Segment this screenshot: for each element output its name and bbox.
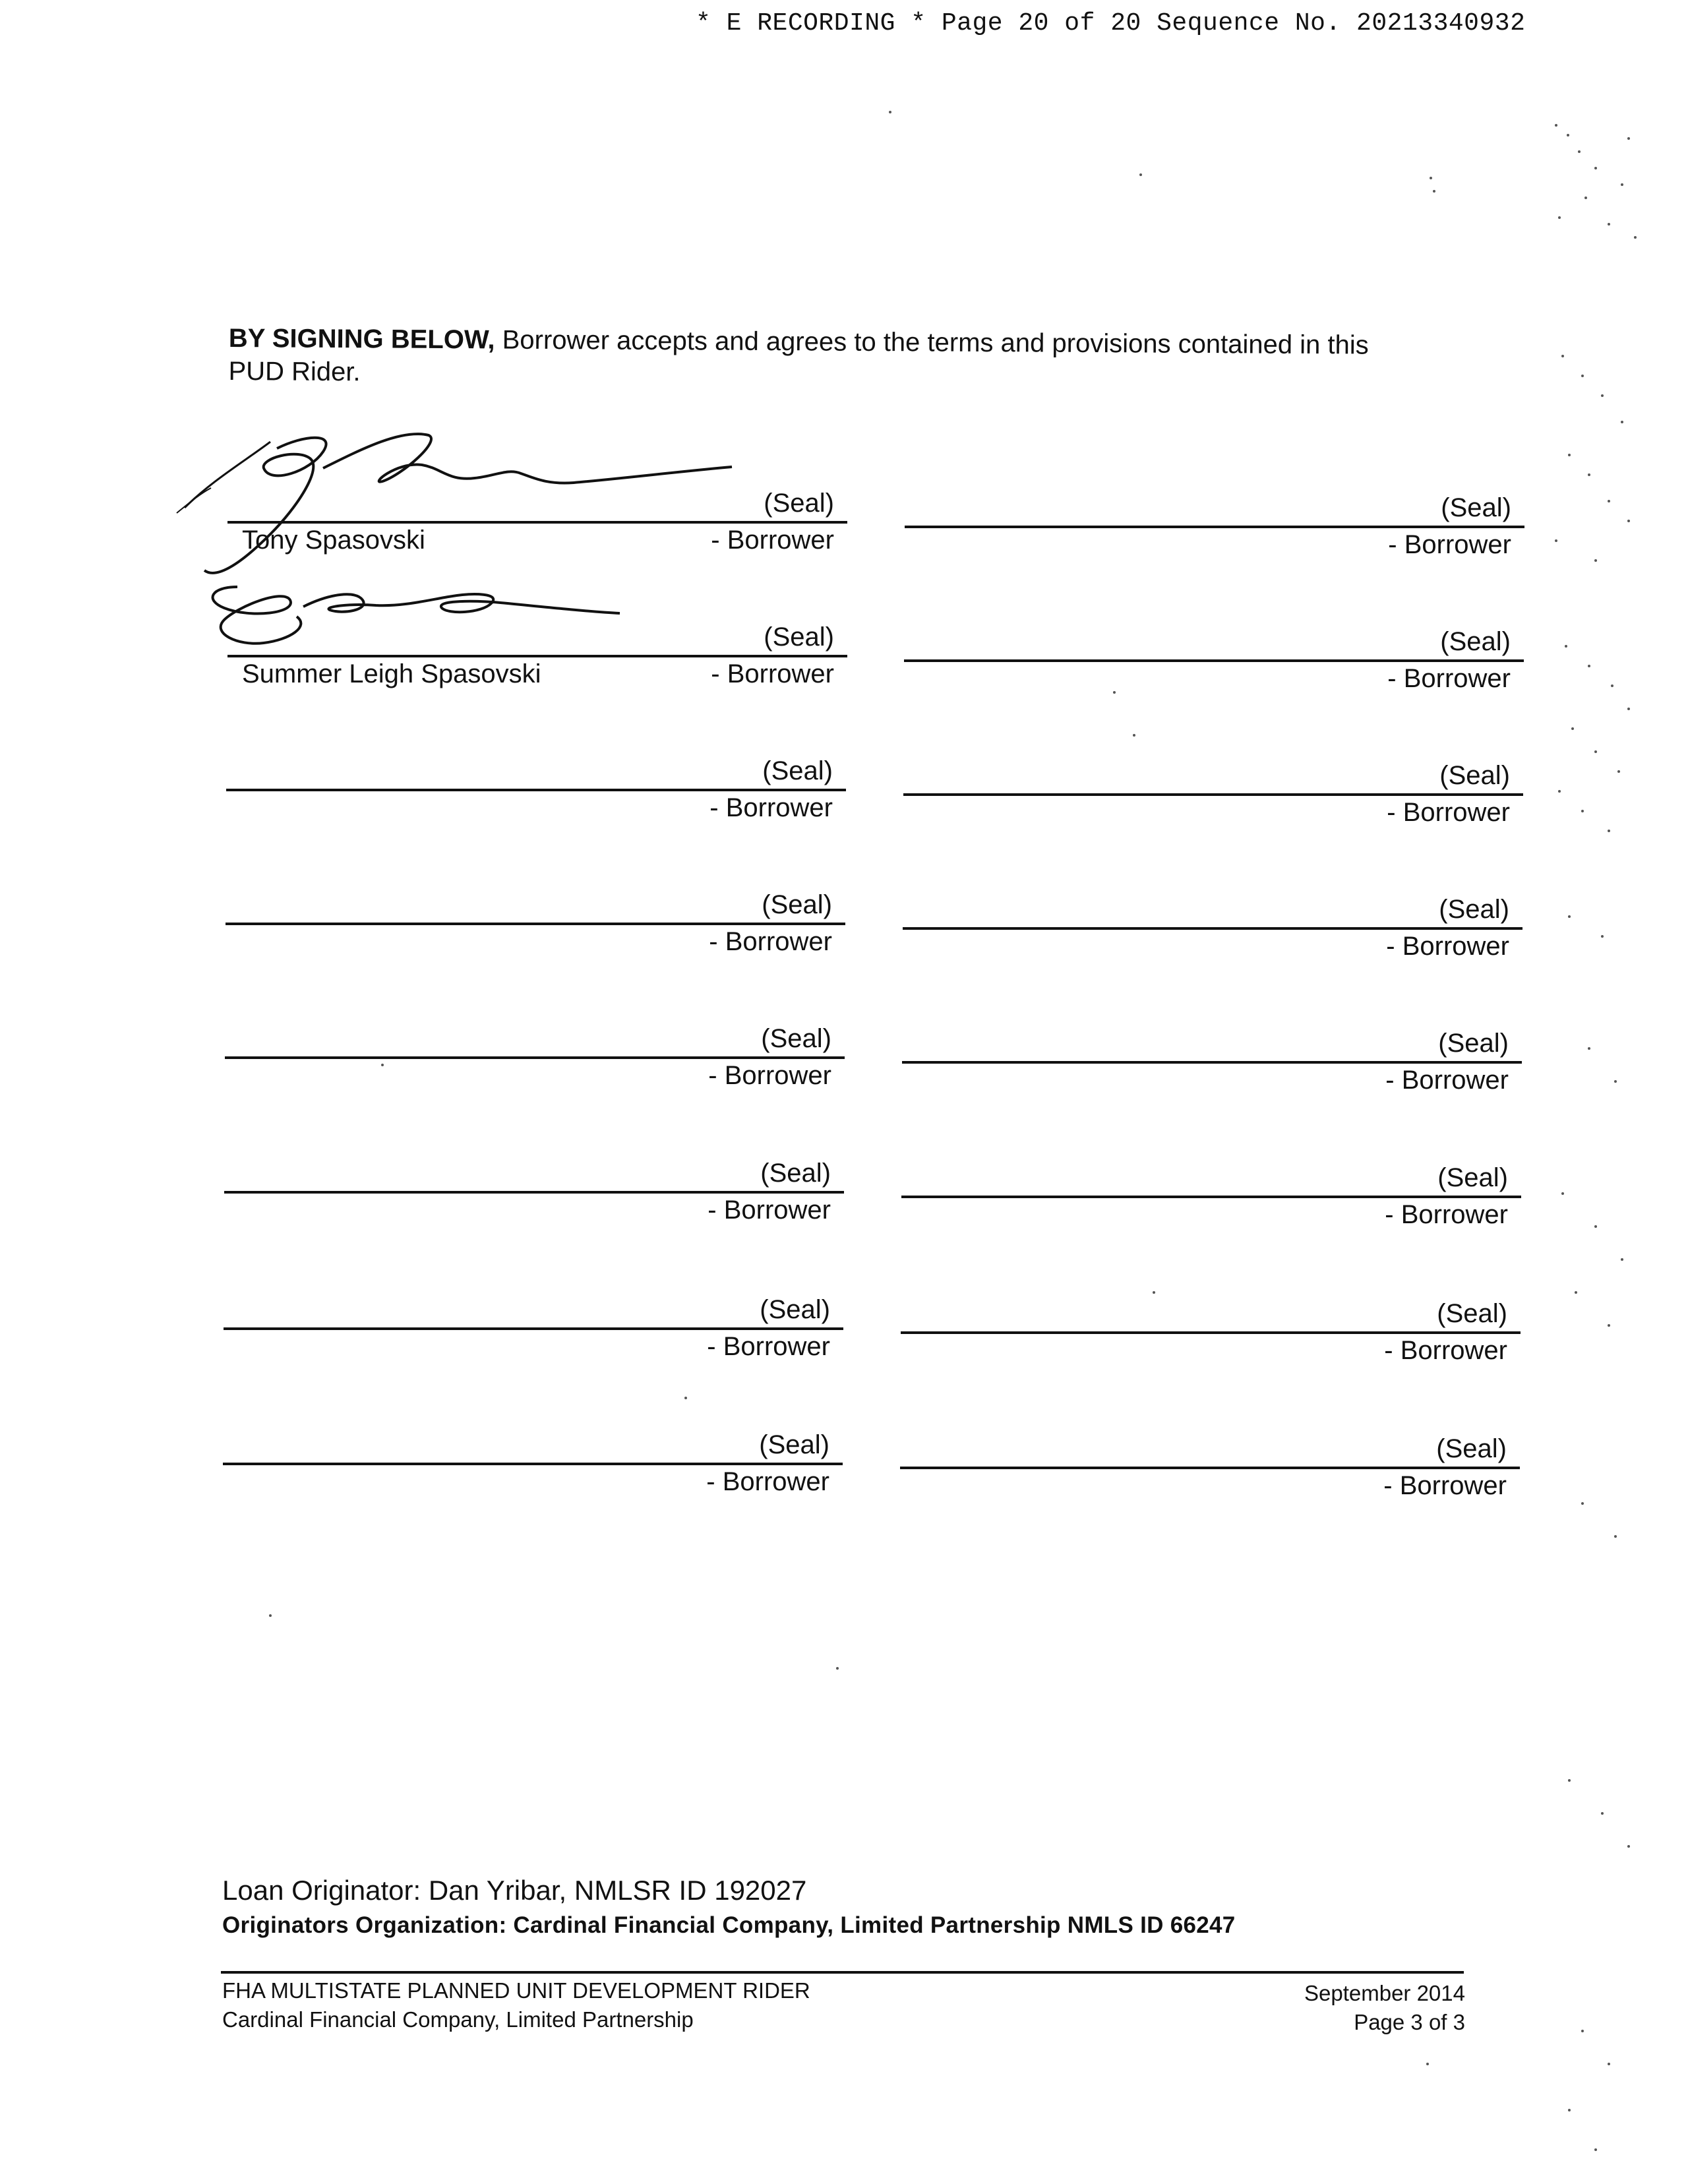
borrower-label: - Borrower (709, 793, 833, 822)
signature-block-right-5 (902, 1028, 1522, 1094)
originators-organization: Originators Organization: Cardinal Financial Company, Limited Partnership NMLS ID 66247 (222, 1912, 1236, 1938)
signature-line (223, 1463, 843, 1465)
signing-statement (228, 322, 1416, 395)
seal-label: (Seal) (762, 756, 833, 785)
seal-label: (Seal) (1439, 761, 1510, 790)
borrower-label: - Borrower (1387, 664, 1511, 693)
signature-block-right-4 (903, 894, 1522, 960)
seal-label: (Seal) (1437, 1163, 1508, 1192)
scan-noise-dots (269, 111, 1637, 2151)
seal-label: (Seal) (1440, 627, 1511, 656)
signature-line (226, 923, 845, 925)
lender-name: Cardinal Financial Company, Limited Partnership (222, 2007, 694, 2032)
signature-line (900, 1467, 1520, 1469)
signature-block-left-5 (225, 1023, 845, 1089)
borrower-label: - Borrower (708, 1061, 831, 1090)
borrower-label: - Borrower (711, 526, 834, 555)
signature-line (901, 1331, 1521, 1334)
signer-name: Tony Spasovski (242, 526, 425, 555)
seal-label: (Seal) (762, 890, 832, 919)
recording-header: * E RECORDING * Page 20 of 20 Sequence No. 20213340932 (696, 9, 1526, 38)
signature-line (903, 793, 1523, 796)
signature-block-left-8 (223, 1430, 843, 1496)
signer-name: Summer Leigh Spasovski (242, 659, 541, 688)
page-number: Page 3 of 3 (1354, 2010, 1465, 2034)
handwritten-signature-1 (165, 422, 758, 593)
seal-label: (Seal) (1438, 1029, 1509, 1058)
borrower-label: - Borrower (1387, 798, 1510, 827)
signature-line (903, 927, 1522, 930)
seal-label: (Seal) (760, 1159, 831, 1188)
borrower-label: - Borrower (708, 1196, 831, 1225)
seal-label: (Seal) (1437, 1299, 1507, 1328)
signature-line (904, 659, 1524, 662)
loan-originator: Loan Originator: Dan Yribar, NMLSR ID 192027 (222, 1875, 807, 1906)
borrower-label: - Borrower (1385, 1066, 1509, 1095)
borrower-label: - Borrower (1383, 1471, 1507, 1500)
seal-label: (Seal) (1439, 895, 1509, 924)
borrower-label: - Borrower (1388, 530, 1511, 559)
signature-block-left-7 (224, 1294, 843, 1360)
signature-block-right-8 (900, 1434, 1520, 1500)
form-title: FHA MULTISTATE PLANNED UNIT DEVELOPMENT RIDER (222, 1978, 810, 2003)
signature-block-right-6 (901, 1163, 1521, 1228)
form-date: September 2014 (1304, 1981, 1465, 2005)
signature-block-right-2 (904, 626, 1524, 692)
signature-block-left-6 (224, 1158, 844, 1224)
seal-label: (Seal) (1441, 493, 1511, 522)
signing-statement-text: Borrower accepts and agrees to the terms and provisions contained in this PUD Rider. (228, 325, 1369, 387)
signature-block-right-3 (903, 760, 1523, 826)
signature-block-right-7 (901, 1298, 1521, 1364)
seal-label: (Seal) (759, 1430, 829, 1459)
signature-line (226, 789, 846, 791)
borrower-label: - Borrower (1384, 1336, 1507, 1365)
seal-label: (Seal) (1436, 1434, 1507, 1463)
signature-line (901, 1196, 1521, 1198)
borrower-label: - Borrower (707, 1332, 830, 1361)
signature-block-right-1 (905, 493, 1524, 559)
signature-block-left-3 (226, 756, 846, 822)
seal-label: (Seal) (764, 622, 834, 652)
handwritten-signature-2 (198, 574, 659, 659)
signature-line (224, 1191, 844, 1194)
seal-label: (Seal) (761, 1024, 831, 1053)
signature-line (224, 1327, 843, 1330)
footer-divider (221, 1971, 1464, 1974)
borrower-label: - Borrower (709, 927, 832, 956)
borrower-label: - Borrower (1385, 1200, 1508, 1229)
borrower-label: - Borrower (711, 659, 834, 688)
signature-line (902, 1061, 1522, 1064)
signature-line (905, 526, 1524, 528)
borrower-label: - Borrower (706, 1467, 829, 1496)
seal-label: (Seal) (764, 489, 834, 518)
signature-block-left-4 (226, 890, 845, 956)
borrower-label: - Borrower (1386, 932, 1509, 961)
signature-line (225, 1056, 845, 1059)
signing-statement-lead: BY SIGNING BELOW, (228, 323, 495, 355)
seal-label: (Seal) (760, 1295, 830, 1324)
